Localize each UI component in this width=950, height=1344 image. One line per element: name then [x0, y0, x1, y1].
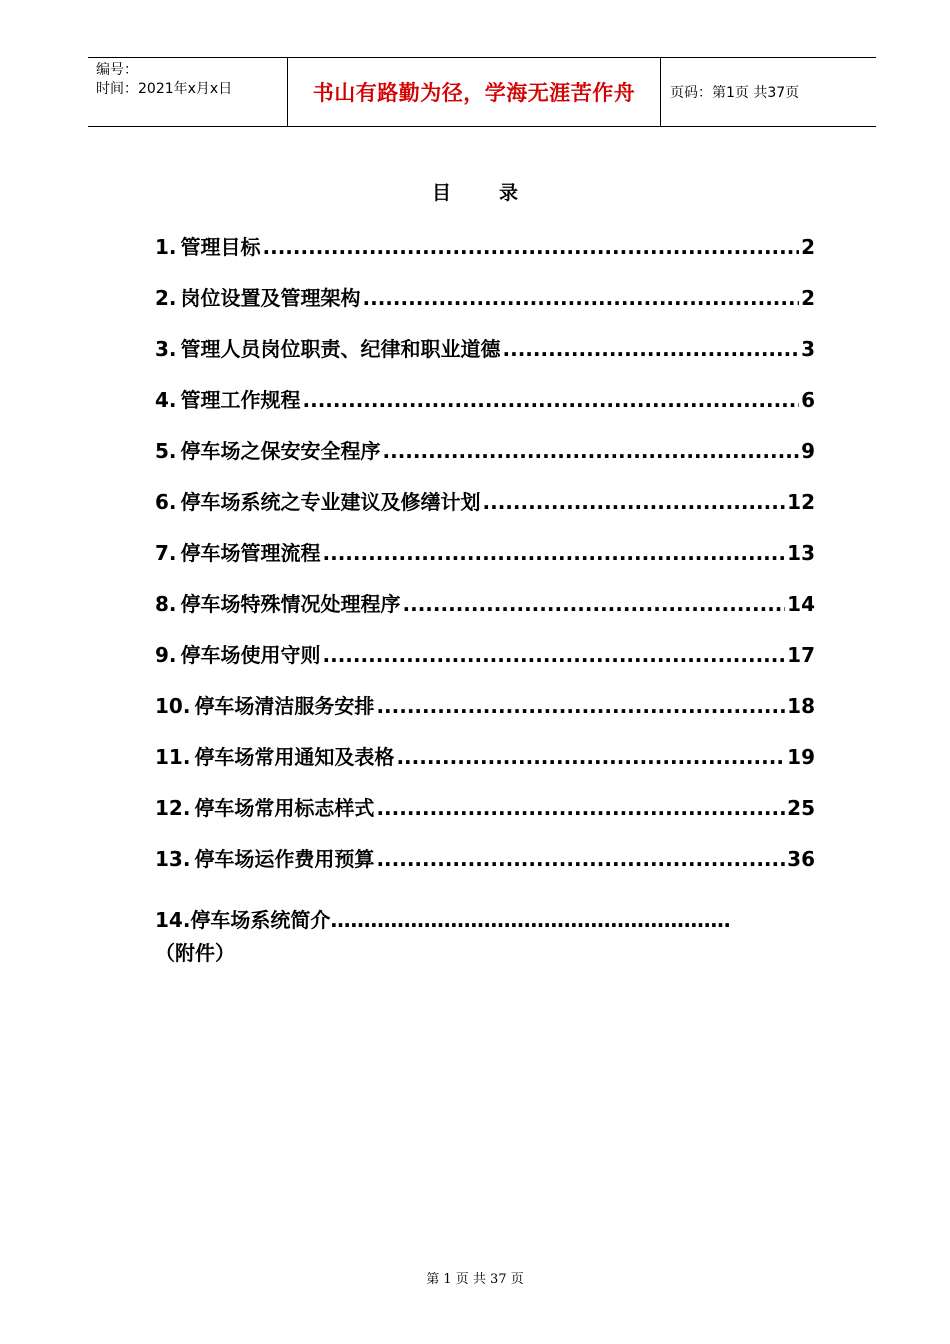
header-meta: [88, 58, 288, 126]
toc-leader-dots: [323, 643, 786, 667]
toc-entry[interactable]: [155, 843, 815, 894]
toc-entry[interactable]: [155, 486, 815, 537]
toc-entry-page: 6: [801, 388, 815, 412]
toc-entry[interactable]: [155, 741, 815, 792]
toc-entry-page: （附件）: [155, 941, 235, 965]
toc-entry-label: 停车场使用守则: [180, 643, 321, 667]
toc-entry-number: 13.: [155, 847, 191, 871]
toc-entry-label: 管理人员岗位职责、纪律和职业道德: [180, 337, 501, 361]
toc-leader-dots: [263, 235, 800, 259]
footer-page-number: 第 1 页 共 37 页: [426, 1272, 524, 1287]
toc-entry-number: 5.: [155, 439, 177, 463]
toc-title: [0, 178, 950, 205]
toc-entry-page: 18: [787, 694, 815, 718]
toc-entry-label: 停车场清洁服务安排: [194, 694, 375, 718]
toc-leader-dots: [376, 847, 785, 871]
toc-entry[interactable]: [155, 690, 815, 741]
toc-leader-dots: [303, 388, 800, 412]
toc-entry-number: 8.: [155, 592, 177, 616]
toc-entry-page: 17: [787, 643, 815, 667]
document-header: [88, 57, 876, 127]
toc-entry-label: 停车场特殊情况处理程序: [180, 592, 401, 616]
toc-leader-dots: [403, 592, 786, 616]
toc-title-char: 目: [431, 182, 451, 204]
header-motto: 书山有路勤为径，学海无涯苦作舟: [312, 81, 636, 105]
toc-entry-page: 14: [787, 592, 815, 616]
toc-entry-number: 9.: [155, 643, 177, 667]
header-motto-cell: [288, 58, 661, 126]
toc-entry[interactable]: [155, 384, 815, 435]
toc-entry[interactable]: [155, 333, 815, 384]
toc-entry-page: 12: [787, 490, 815, 514]
toc-entry-number: 3.: [155, 337, 177, 361]
toc-leader-dots: [503, 337, 800, 361]
toc-entry[interactable]: [155, 792, 815, 843]
toc-entry-page: 2: [801, 235, 815, 259]
toc-entry-page: 25: [787, 796, 815, 820]
toc-title-char: 录: [499, 182, 519, 204]
toc-entry-label: 停车场管理流程: [180, 541, 321, 565]
toc-leader-dots: [323, 541, 786, 565]
toc-entry-page: 13: [787, 541, 815, 565]
toc-entry[interactable]: [155, 537, 815, 588]
toc-leader-dots: [483, 490, 786, 514]
toc-entry[interactable]: [155, 435, 815, 486]
page-footer: [0, 1268, 950, 1287]
toc-entry-label: 管理工作规程: [180, 388, 301, 412]
toc-entry-label: 停车场常用通知及表格: [194, 745, 395, 769]
document-time-label: 时间：2021年x月x日: [96, 81, 233, 97]
toc-entry-number: 10.: [155, 694, 191, 718]
header-page-label: 页码：第1页 共37页: [670, 85, 800, 101]
toc-entry-appendix[interactable]: [155, 904, 815, 970]
header-page-cell: [661, 58, 876, 126]
toc-entry-number: 1.: [155, 235, 177, 259]
toc-entry[interactable]: [155, 588, 815, 639]
toc-leader-dots: ……………………………………………………: [330, 908, 731, 932]
toc-entry-number: 12.: [155, 796, 191, 820]
toc-entry-label: 岗位设置及管理架构: [180, 286, 361, 310]
toc-leader-dots: [376, 694, 785, 718]
toc-entry[interactable]: [155, 639, 815, 690]
toc-entry-label: 14.停车场系统简介: [155, 908, 331, 932]
toc-entry-label: 管理目标: [180, 235, 261, 259]
toc-entry-label: 停车场之保安安全程序: [180, 439, 381, 463]
toc-entry-page: 9: [801, 439, 815, 463]
toc-entry-number: 2.: [155, 286, 177, 310]
toc-entry-number: 7.: [155, 541, 177, 565]
toc-leader-dots: [383, 439, 800, 463]
toc-entry-page: 19: [787, 745, 815, 769]
toc-entry-label: 停车场运作费用预算: [194, 847, 375, 871]
toc-leader-dots: [396, 745, 785, 769]
toc-entry[interactable]: [155, 282, 815, 333]
toc-entry-number: 4.: [155, 388, 177, 412]
toc-entry-label: 停车场常用标志样式: [194, 796, 375, 820]
toc-entry-page: 3: [801, 337, 815, 361]
table-of-contents: [155, 231, 815, 970]
toc-entry-page: 2: [801, 286, 815, 310]
toc-entry[interactable]: [155, 231, 815, 282]
toc-leader-dots: [363, 286, 800, 310]
toc-entry-number: 11.: [155, 745, 191, 769]
toc-entry-page: 36: [787, 847, 815, 871]
document-number-label: 编号：: [96, 62, 138, 78]
toc-entry-label: 停车场系统之专业建议及修缮计划: [180, 490, 481, 514]
toc-entry-number: 6.: [155, 490, 177, 514]
toc-leader-dots: [376, 796, 785, 820]
